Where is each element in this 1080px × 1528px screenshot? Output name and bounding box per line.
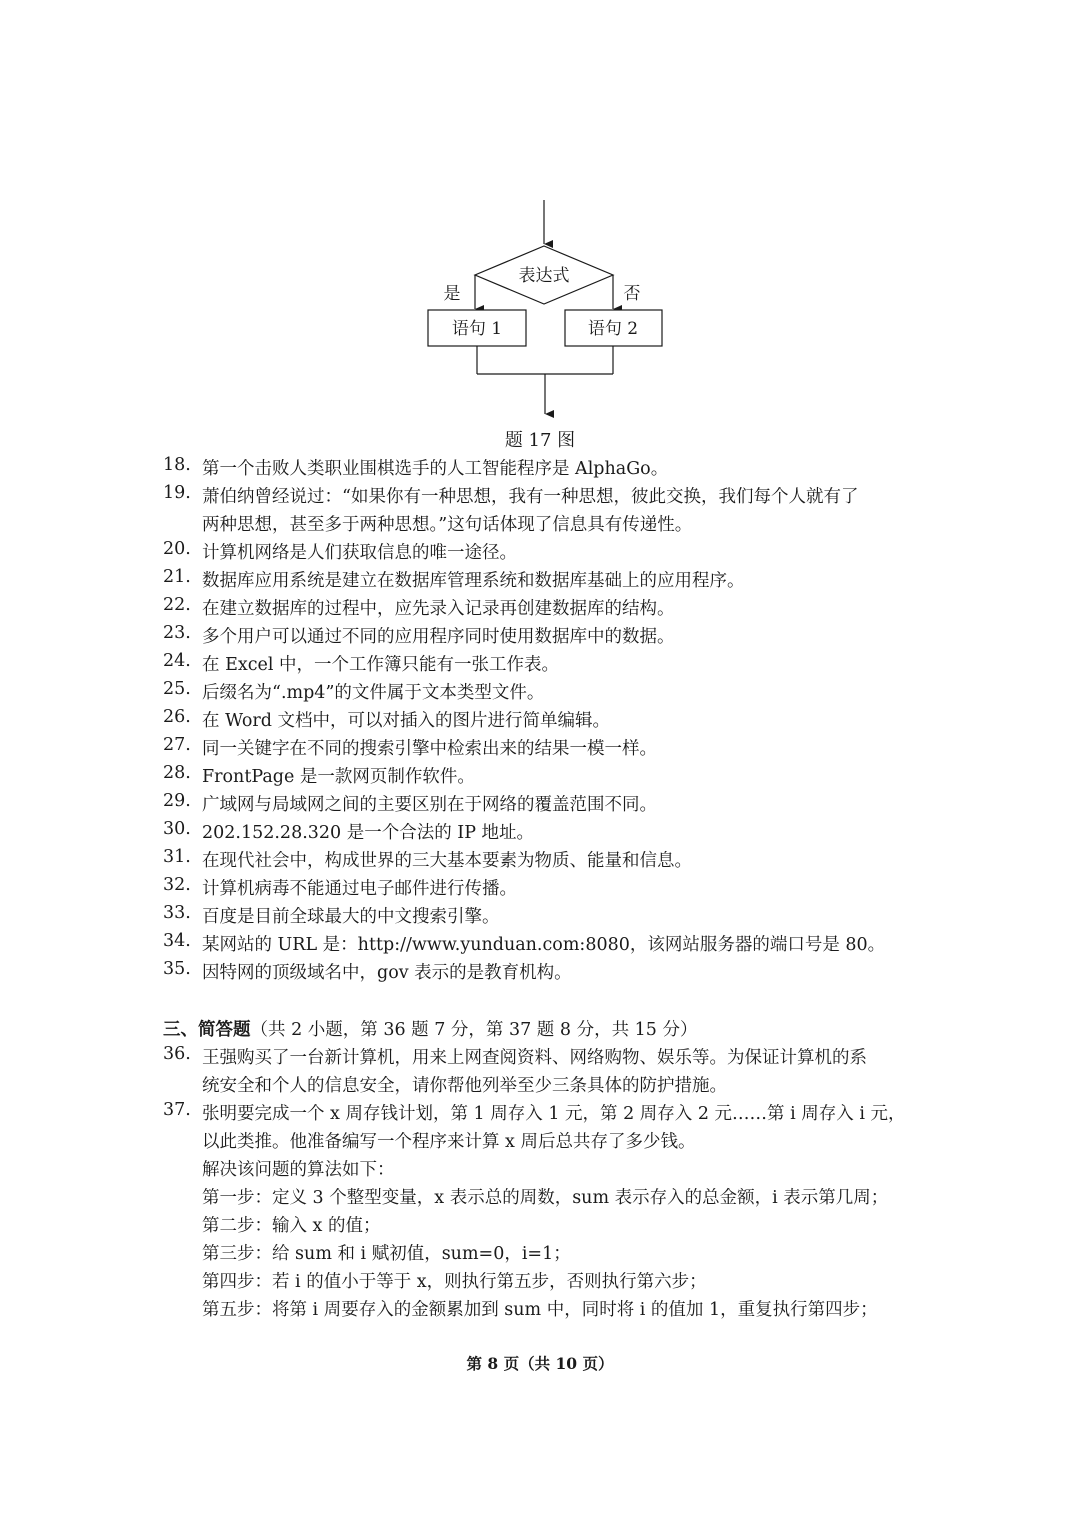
flowchart-diagram <box>0 0 1080 425</box>
question-text-cont: 统安全和个人的信息安全，请你帮他列举至少三条具体的防护措施。 <box>202 1076 727 1096</box>
section-heading-detail: （共 2 小题，第 36 题 7 分，第 37 题 8 分，共 15 分） <box>250 1020 698 1040</box>
question-number: 25. <box>163 679 191 699</box>
question-text: 王强购买了一台新计算机，用来上网查阅资料、网络购物、娱乐等。为保证计算机的系 <box>202 1048 867 1068</box>
question-number: 27. <box>163 735 191 755</box>
question-number: 33. <box>163 903 191 923</box>
question-text: 后缀名为“.mp4”的文件属于文本类型文件。 <box>202 683 545 703</box>
question-number: 35. <box>163 959 191 979</box>
question-number: 23. <box>163 623 191 643</box>
statement-2-label: 语句 2 <box>587 319 639 339</box>
question-number: 20. <box>163 539 191 559</box>
question-number: 31. <box>163 847 191 867</box>
question-text: 萧伯纳曾经说过：“如果你有一种思想，我有一种思想，彼此交换，我们每个人就有了 <box>202 487 859 507</box>
yes-label: 是 <box>443 284 461 304</box>
question-text: 在 Excel 中，一个工作簿只能有一张工作表。 <box>202 655 560 675</box>
question-number: 29. <box>163 791 191 811</box>
question-text: 某网站的 URL 是：http://www.yunduan.com:8080，该网站服务器的端口号是 80。 <box>202 935 886 955</box>
figure-caption: 题 17 图 <box>504 430 576 451</box>
question-number: 32. <box>163 875 191 895</box>
algorithm-step-3: 第三步：给 sum 和 i 赋初值，sum=0，i=1； <box>202 1244 571 1264</box>
algorithm-step-1: 第一步：定义 3 个整型变量，x 表示总的周数，sum 表示存入的总金额，i 表示第几周； <box>202 1188 889 1208</box>
algorithm-step-2: 第二步：输入 x 的值； <box>202 1216 381 1236</box>
question-text: 多个用户可以通过不同的应用程序同时使用数据库中的数据。 <box>202 627 675 647</box>
no-label: 否 <box>623 284 641 304</box>
algorithm-intro: 解决该问题的算法如下： <box>202 1160 395 1180</box>
question-text: 计算机网络是人们获取信息的唯一途径。 <box>202 543 517 563</box>
question-text: 第一个击败人类职业围棋选手的人工智能程序是 AlphaGo。 <box>202 459 669 479</box>
question-text: 广域网与局域网之间的主要区别在于网络的覆盖范围不同。 <box>202 795 657 815</box>
question-number: 36. <box>163 1044 191 1064</box>
question-number: 34. <box>163 931 191 951</box>
question-number: 22. <box>163 595 191 615</box>
question-text-cont: 以此类推。他准备编写一个程序来计算 x 周后总共存了多少钱。 <box>202 1132 696 1152</box>
question-text: 在现代社会中，构成世界的三大基本要素为物质、能量和信息。 <box>202 851 692 871</box>
algorithm-step-5: 第五步：将第 i 周要存入的金额累加到 sum 中，同时将 i 的值加 1，重复执行第四步； <box>202 1300 878 1320</box>
question-text: 在建立数据库的过程中，应先录入记录再创建数据库的结构。 <box>202 599 675 619</box>
section-heading-title: 三、简答题 <box>163 1020 251 1040</box>
question-text: FrontPage 是一款网页制作软件。 <box>202 767 475 787</box>
question-text: 百度是目前全球最大的中文搜索引擎。 <box>202 907 500 927</box>
question-number: 28. <box>163 763 191 783</box>
decision-label: 表达式 <box>518 266 570 286</box>
question-text: 202.152.28.320 是一个合法的 IP 地址。 <box>202 823 535 843</box>
question-number: 37. <box>163 1100 191 1120</box>
page-footer: 第 8 页（共 10 页） <box>466 1354 614 1373</box>
question-number: 30. <box>163 819 191 839</box>
algorithm-step-4: 第四步：若 i 的值小于等于 x，则执行第五步，否则执行第六步； <box>202 1272 707 1292</box>
question-text: 在 Word 文档中，可以对插入的图片进行简单编辑。 <box>202 711 611 731</box>
statement-1-label: 语句 1 <box>451 319 503 339</box>
question-number: 21. <box>163 567 191 587</box>
question-number: 19. <box>163 483 191 503</box>
question-number: 24. <box>163 651 191 671</box>
question-text-cont: 两种思想，甚至多于两种思想。”这句话体现了信息具有传递性。 <box>202 515 693 535</box>
question-number: 26. <box>163 707 191 727</box>
question-text: 张明要完成一个 x 周存钱计划，第 1 周存入 1 元，第 2 周存入 2 元……第 i 周存入 i 元， <box>202 1104 906 1124</box>
section-heading <box>163 1016 697 1041</box>
question-text: 同一关键字在不同的搜索引擎中检索出来的结果一模一样。 <box>202 739 657 759</box>
question-text: 计算机病毒不能通过电子邮件进行传播。 <box>202 879 517 899</box>
question-text: 数据库应用系统是建立在数据库管理系统和数据库基础上的应用程序。 <box>202 571 745 591</box>
question-number: 18. <box>163 455 191 475</box>
question-text: 因特网的顶级域名中，gov 表示的是教育机构。 <box>202 963 572 983</box>
